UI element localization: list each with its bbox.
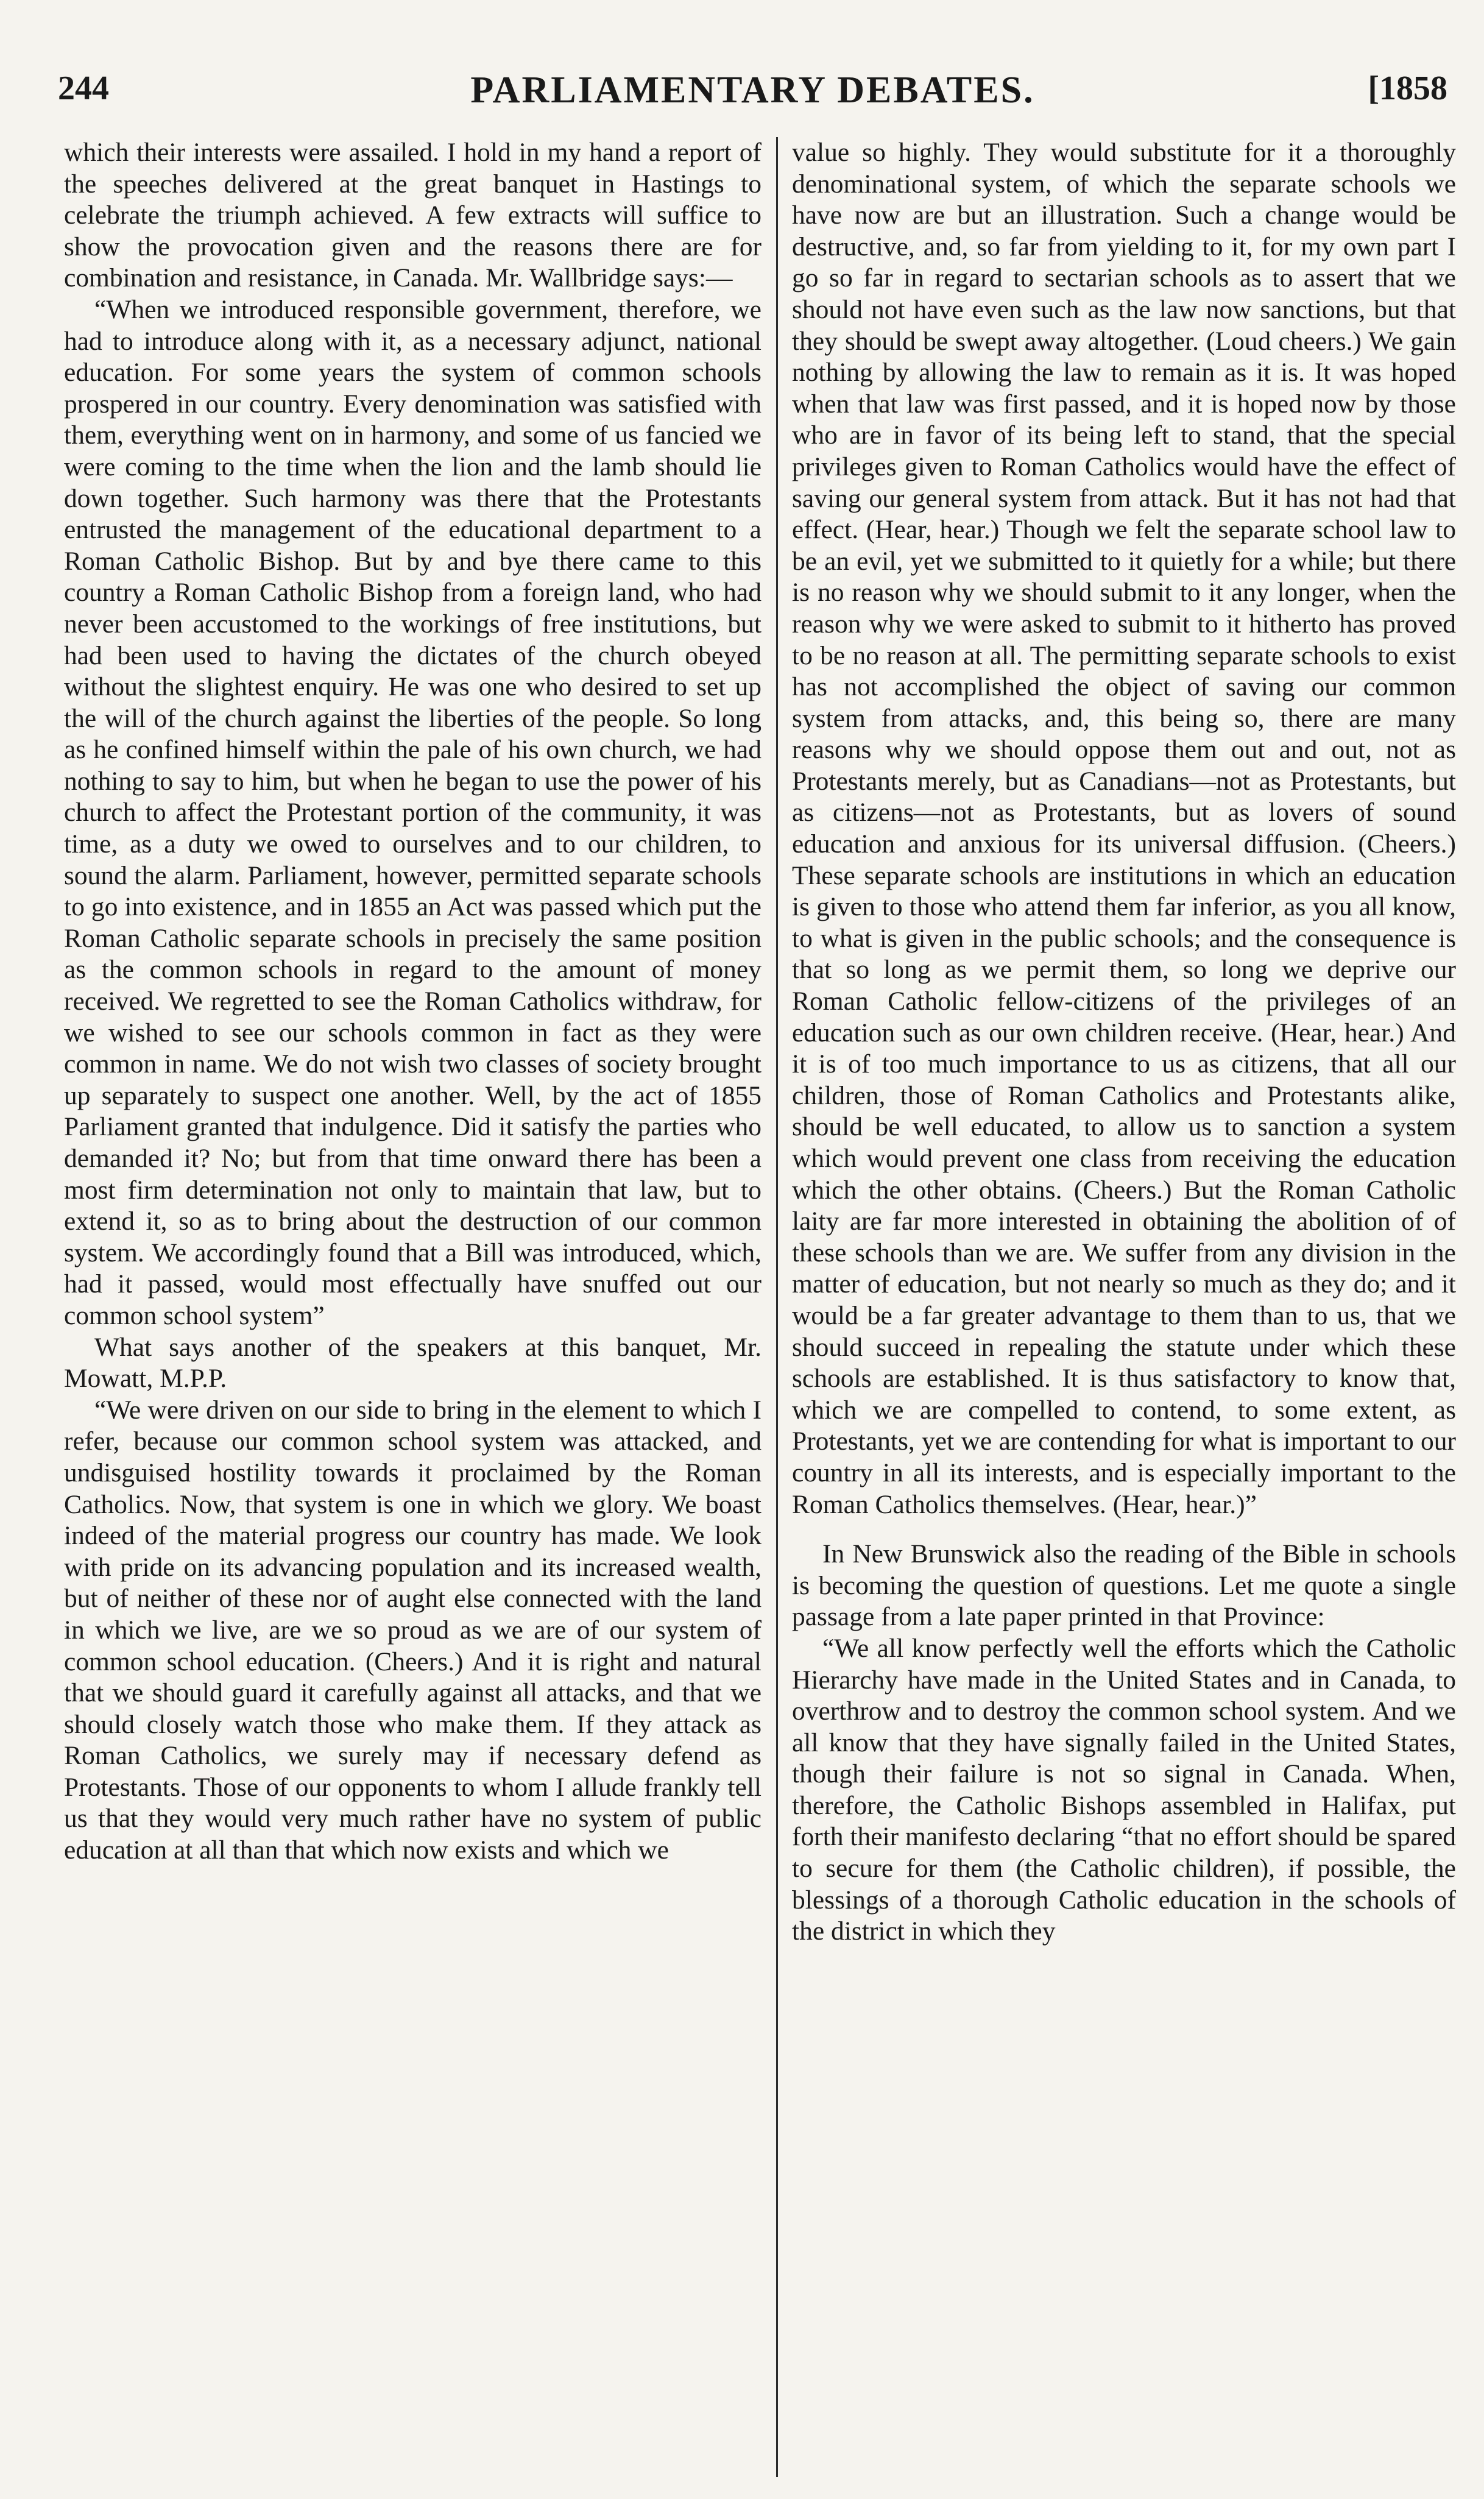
page-number: 244 <box>58 69 109 107</box>
right-column <box>792 137 1456 2477</box>
quote-mowatt: “We were driven on our side to bring in the element to which I refer, because our common school system was attacked, and undisguised hostility towards it proclaimed by the Roman Catholics. Now, that system is one in which we glory. We boast indeed of the material progress our country has made. We look with pride on its advancing population and its increased wealth, but of neither of these nor of aught else connected with the land in which we live, are we so proud as we are of our system of common school education. (Cheers.) And it is right and natural that we should guard it carefully against all attacks, and that we should closely watch those who make them. If they attack as Roman Catholics, we surely may if necessary defend as Protestants. Those of our opponents to whom I allude frankly tell us that they would very much rather have no system of public education at all than that which now exists and which we <box>64 1395 761 1865</box>
paragraph-mowatt-intro: What says another of the speakers at this banquet, Mr. Mowatt, M.P.P. <box>64 1332 761 1394</box>
paragraph-intro: which their interests were assailed. I hold in my hand a report of the speeches delivered at the great banquet in Hastings to celebrate the triumph achieved. A few extracts will suffice to show the provocation given and the reasons there are for combination and resistance, in Canada. Mr. Wallbridge says:— <box>64 138 761 293</box>
quote-wallbridge: “When we introduced responsible government, therefore, we had to introduce along with it, as a necessary adjunct, national education. For some years the system of common schools prospered in our country. Every denomination was satisfied with them, everything went on in harmony, and some of us fancied we were coming to the time when the lion and the lamb should lie down together. Such harmony was there that the Protestants entrusted the management of the educational department to a Roman Catholic Bishop. But by and bye there came to this country a Roman Catholic Bishop from a foreign land, who had never been accustomed to the workings of free institutions, but had been used to having the dictates of the church obeyed without the slightest enquiry. He was one who desired to set up the will of the church against the liberties of the people. So long as he confined himself within the pale of his own church, we had nothing to say to him, but when he began to use the power of his church to affect the Protestant portion of the community, it was time, as a duty we owed to ourselves and to our children, to sound the alarm. Parliament, however, permitted separate schools to go into existence, and in 1855 an Act was passed which put the Roman Catholic separate schools in precisely the same position as the common schools in regard to the amount of money received. We regretted to see the Roman Catholics withdraw, for we wished to see our schools common in fact as they were common in name. We do not wish two classes of society brought up separately to suspect one another. Well, by the act of 1855 Parliament granted that indulgence. Did it satisfy the parties who demanded it? No; but from that time onward there has been a most firm determination not only to maintain that law, but to extend it, so as to bring about the destruction of our common system. We accordingly found that a Bill was introduced, which, had it passed, would most effectually have snuffed out our common school system” <box>64 294 761 1330</box>
year-marker: [1858 <box>1368 69 1447 107</box>
column-divider <box>776 137 778 2477</box>
paragraph-new-brunswick: In New Brunswick also the reading of the Bible in schools is becoming the question of questions. Let me quote a single passage from a late paper printed in that Province: <box>792 1539 1456 1632</box>
quote-mowatt-continued: value so highly. They would substitute for it a thoroughly denominational system, of which the separate schools we have now are but an illustration. Such a change would be destructive, and, so far from yielding to it, for my own part I go so far in regard to sectarian schools as to assert that we should not have even such as the law now sanctions, but that they should be swept away altogether. (Loud cheers.) We gain nothing by allowing the law to remain as it is. It was hoped when that law was first passed, and it is hoped now by those who are in favor of its being left to stand, that the special privileges given to Roman Catholics would have the effect of saving our general system from attack. But it has not had that effect. (Hear, hear.) Though we felt the separate school law to be an evil, yet we submitted to it quietly for a while; but there is no reason why we should submit to it any longer, when the reason why we were asked to submit to it hitherto has proved to be no reason at all. The permitting separate schools to exist has not accomplished the object of saving our common system from attacks, and, this being so, there are many reasons why we should oppose them out and out, not as Protestants merely, but as Canadians—not as Protestants, but as citizens—not as Protestants, but as lovers of sound education and anxious for its universal diffusion. (Cheers.) These separate schools are institutions in which an education is given to those who attend them far inferior, as you all know, to what is given in the public schools; and the consequence is that so long as we permit them, so long we deprive our Roman Catholic fellow-citizens of the privileges of an education such as our own children receive. (Hear, hear.) And it is of too much importance to us as citizens, that all our children, those of Roman Catholics and Protestants alike, should be well educated, to allow us to sanction a system which would prevent one class from receiving the education which the other obtains. (Cheers.) But the Roman Catholic laity are far more interested in obtaining the abolition of of these schools than we are. We suffer from any division in the matter of education, but not nearly so much as they do; and it would be a far greater advantage to them than to us, that we should succeed in repealing the statute under which these schools are established. It is thus satisfactory to know that, which we are compelled to contend, to some extent, as Protestants, yet we are contending for what is important to our country in all its interests, and is especially important to the Roman Catholics themselves. (Hear, hear.)” <box>792 138 1456 1519</box>
page-header <box>58 58 1447 125</box>
left-column <box>64 137 761 2477</box>
quote-new-brunswick-paper: “We all know perfectly well the efforts which the Catholic Hierarchy have made in the United States and in Canada, to overthrow and to destroy the common school system. And we all know that they have signally failed in the United States, though their failure is not so signal in Canada. When, therefore, the Catholic Bishops assembled in Halifax, put forth their manifesto declaring “that no effort should be spared to secure for them (the Catholic children), if possible, the blessings of a thorough Catholic education in the schools of the district in which they <box>792 1633 1456 1946</box>
running-title: PARLIAMENTARY DEBATES. <box>470 69 1035 111</box>
